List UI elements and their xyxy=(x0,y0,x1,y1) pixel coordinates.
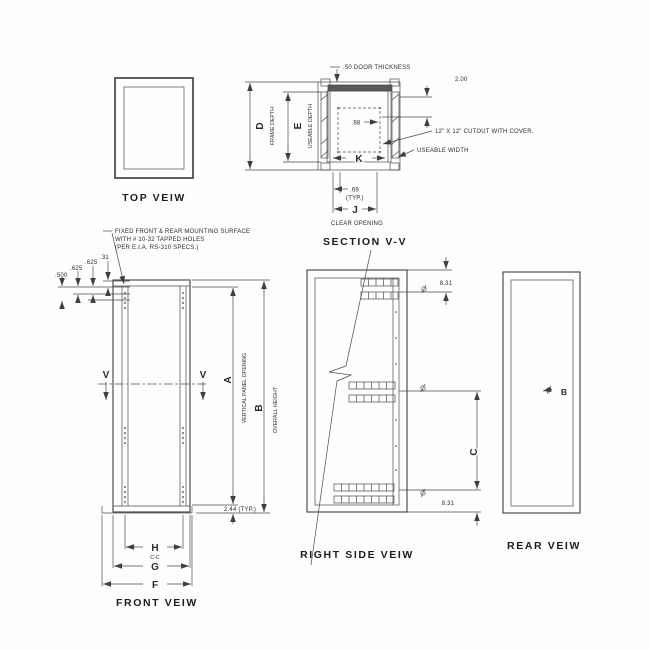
section-corner-tab xyxy=(390,163,399,170)
dim-98-label: .98 xyxy=(351,120,361,127)
dim-e-letter: E xyxy=(293,122,304,130)
break-zigzag xyxy=(329,366,351,381)
section-view-title: SECTION V-V xyxy=(322,236,408,248)
rear-dim-b-letter: B xyxy=(560,387,568,397)
top-view-title: TOP VEIW xyxy=(122,192,186,204)
cutout-corner-dot xyxy=(337,151,339,153)
dim-500-label: .500 xyxy=(55,273,68,279)
dim-69-label: .69 xyxy=(350,187,359,194)
door-thickness-note: .50 DOOR THICKNESS xyxy=(343,65,411,71)
front-note-line2: WITH # 10-32 TAPPED HOLES xyxy=(115,237,205,243)
cutout-corner-dot xyxy=(379,107,381,109)
useable-depth-label: USEABLE DEPTH xyxy=(308,103,314,149)
section-inner-outline xyxy=(327,91,391,162)
mounting-hole-strips xyxy=(334,279,398,503)
cutout-note-leader xyxy=(383,131,432,144)
front-rail-holes xyxy=(124,292,184,503)
right-outer-outline xyxy=(307,270,407,512)
top-view-outer-outline xyxy=(115,78,193,178)
frame-depth-label: FRAME DEPTH xyxy=(270,106,276,146)
right-view-title: RIGHT SIDE VEIW xyxy=(300,549,414,561)
dim-31-label: .31 xyxy=(100,255,109,261)
cutout-corner-dot xyxy=(379,151,381,153)
dim-cc-label: C-C xyxy=(150,555,160,561)
rear-centerline-arrow xyxy=(543,389,552,391)
section-corner-tab xyxy=(321,163,330,170)
clear-opening-label: CLEAR OPENING xyxy=(331,221,383,227)
dim-f-letter: F xyxy=(151,580,159,591)
rear-outer-outline xyxy=(503,272,580,513)
dim-d-letter: D xyxy=(255,122,266,130)
vertical-panel-opening-label: VERTICAL PANEL OPENING xyxy=(242,352,248,424)
front-view xyxy=(55,229,279,609)
right-side-view xyxy=(300,250,481,565)
dim-200-label: 2.00 xyxy=(455,77,468,83)
break-diagonal-upper xyxy=(346,250,371,366)
dim-h-letter: H xyxy=(151,543,159,554)
dim-69-typ-label: (TYP.) xyxy=(346,195,364,202)
front-outer-outline xyxy=(113,280,190,512)
dim-831-top-label: 8.31 xyxy=(439,281,453,287)
dim-c-letter: C xyxy=(469,448,480,456)
useable-width-leader xyxy=(398,150,414,157)
useable-width-label: USEABLE WIDTH xyxy=(417,148,469,154)
dim-g-letter: G xyxy=(151,562,159,573)
right-rail-holes xyxy=(395,311,397,471)
right-inner-outline xyxy=(315,278,399,505)
cutout-corner-dot xyxy=(337,107,339,109)
section-mark-left: V xyxy=(102,370,110,381)
rear-view xyxy=(503,272,581,552)
section-right-rail xyxy=(392,92,399,158)
front-note-line1: FIXED FRONT & REAR MOUNTING SURFACE xyxy=(115,229,251,235)
rear-view-title: REAR VEIW xyxy=(507,540,581,552)
dim-k-letter: K xyxy=(355,154,363,165)
top-view-inner-outline xyxy=(124,87,184,169)
dim-244-label: 2.44 (TYP.) xyxy=(224,507,257,513)
front-note-line3: (PER E.I.A. RS-310 SPECS.) xyxy=(115,245,199,251)
overall-height-label: OVERALL HEIGHT xyxy=(273,386,279,434)
dim-b-letter: B xyxy=(254,404,265,412)
door-section-bar xyxy=(328,85,392,91)
front-view-title: FRONT VEIW xyxy=(116,597,198,609)
section-view xyxy=(245,65,534,248)
right-rail-hatch xyxy=(392,94,399,157)
dim-831-bottom-label: 8.31 xyxy=(441,501,455,507)
cutout-dashed-outline xyxy=(338,108,380,152)
front-bottom-extensions xyxy=(102,515,192,586)
section-mark-right: V xyxy=(199,370,207,381)
top-view xyxy=(115,78,193,204)
cutout-note: 12" X 12" CUTOUT WITH COVER. xyxy=(435,129,534,135)
dim-625b-label: .625 xyxy=(85,260,98,266)
dim-j-letter: J xyxy=(352,205,358,216)
dim-625a-label: .625 xyxy=(70,266,83,272)
dim-a-letter: A xyxy=(223,376,234,384)
